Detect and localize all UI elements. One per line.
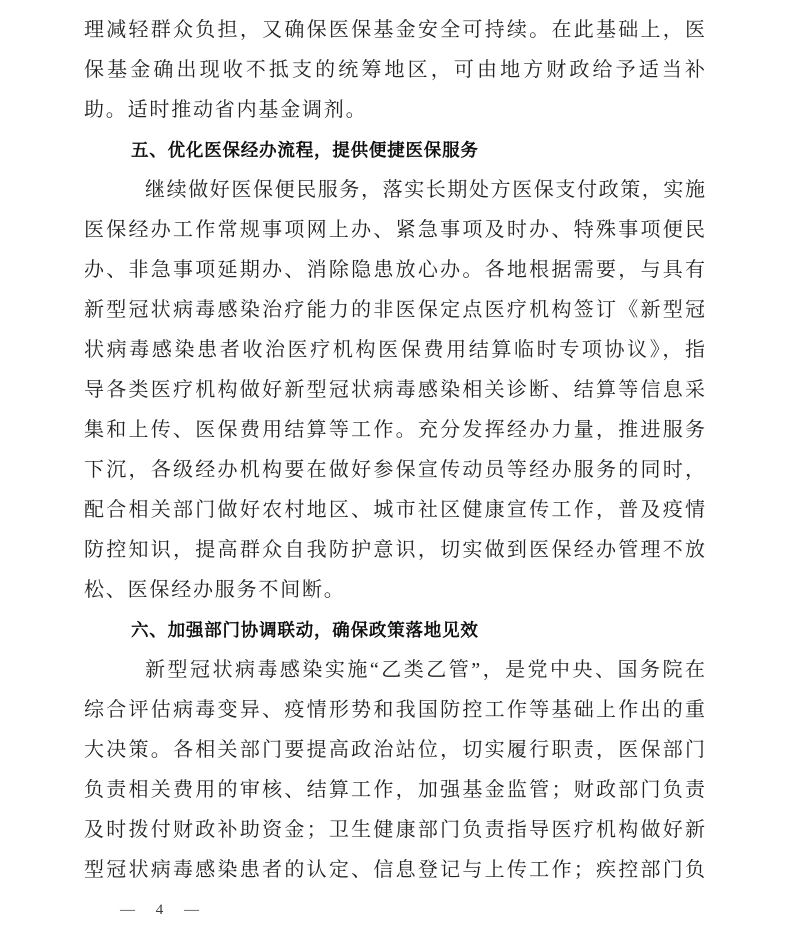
- text-line: 配合相关部门做好农村地区、城市社区健康宣传工作，普及疫情: [84, 499, 705, 521]
- text-line: 导各类医疗机构做好新型冠状病毒感染相关诊断、结算等信息采: [84, 379, 705, 401]
- text-line: 集和上传、医保费用结算等工作。充分发挥经办力量，推进服务: [84, 419, 705, 441]
- section-6-heading: 六、加强部门协调联动，确保政策落地见效: [131, 620, 479, 640]
- text-line: 理减轻群众负担，又确保医保基金安全可持续。在此基础上，医: [84, 19, 705, 41]
- text-line: 下沉，各级经办机构要在做好参保宣传动员等经办服务的同时，: [84, 459, 705, 481]
- text-line: 新型冠状病毒感染治疗能力的非医保定点医疗机构签订《新型冠: [84, 299, 705, 321]
- text-line: 松、医保经办服务不间断。: [84, 579, 346, 601]
- text-line: 大决策。各相关部门要提高政治站位，切实履行职责，医保部门: [84, 739, 705, 761]
- page-footer: [120, 898, 203, 922]
- text-line: 医保经办工作常规事项网上办、紧急事项及时办、特殊事项便民: [84, 219, 705, 241]
- page-number: — 4 —: [120, 902, 203, 918]
- section-5-heading: 五、优化医保经办流程，提供便捷医保服务: [131, 140, 479, 160]
- text-line: 综合评估病毒变异、疫情形势和我国防控工作等基础上作出的重: [84, 699, 705, 721]
- text-line: 继续做好医保便民服务，落实长期处方医保支付政策，实施: [145, 179, 705, 201]
- text-line: 防控知识，提高群众自我防护意识，切实做到医保经办管理不放: [84, 539, 705, 561]
- text-line: 型冠状病毒感染患者的认定、信息登记与上传工作；疾控部门负: [84, 859, 705, 881]
- text-line: 状病毒感染患者收治医疗机构医保费用结算临时专项协议》，指: [84, 339, 705, 361]
- text-line: 保基金确出现收不抵支的统筹地区，可由地方财政给予适当补: [84, 59, 705, 81]
- text-line: 助。适时推动省内基金调剂。: [84, 99, 368, 121]
- text-line: 负责相关费用的审核、结算工作，加强基金监管；财政部门负责: [84, 779, 705, 801]
- text-line: 办、非急事项延期办、消除隐患放心办。各地根据需要，与具有: [84, 259, 705, 281]
- document-body: [84, 10, 705, 890]
- text-line: 及时拨付财政补助资金；卫生健康部门负责指导医疗机构做好新: [84, 819, 705, 841]
- text-line: 新型冠状病毒感染实施“乙类乙管”，是党中央、国务院在: [145, 659, 705, 681]
